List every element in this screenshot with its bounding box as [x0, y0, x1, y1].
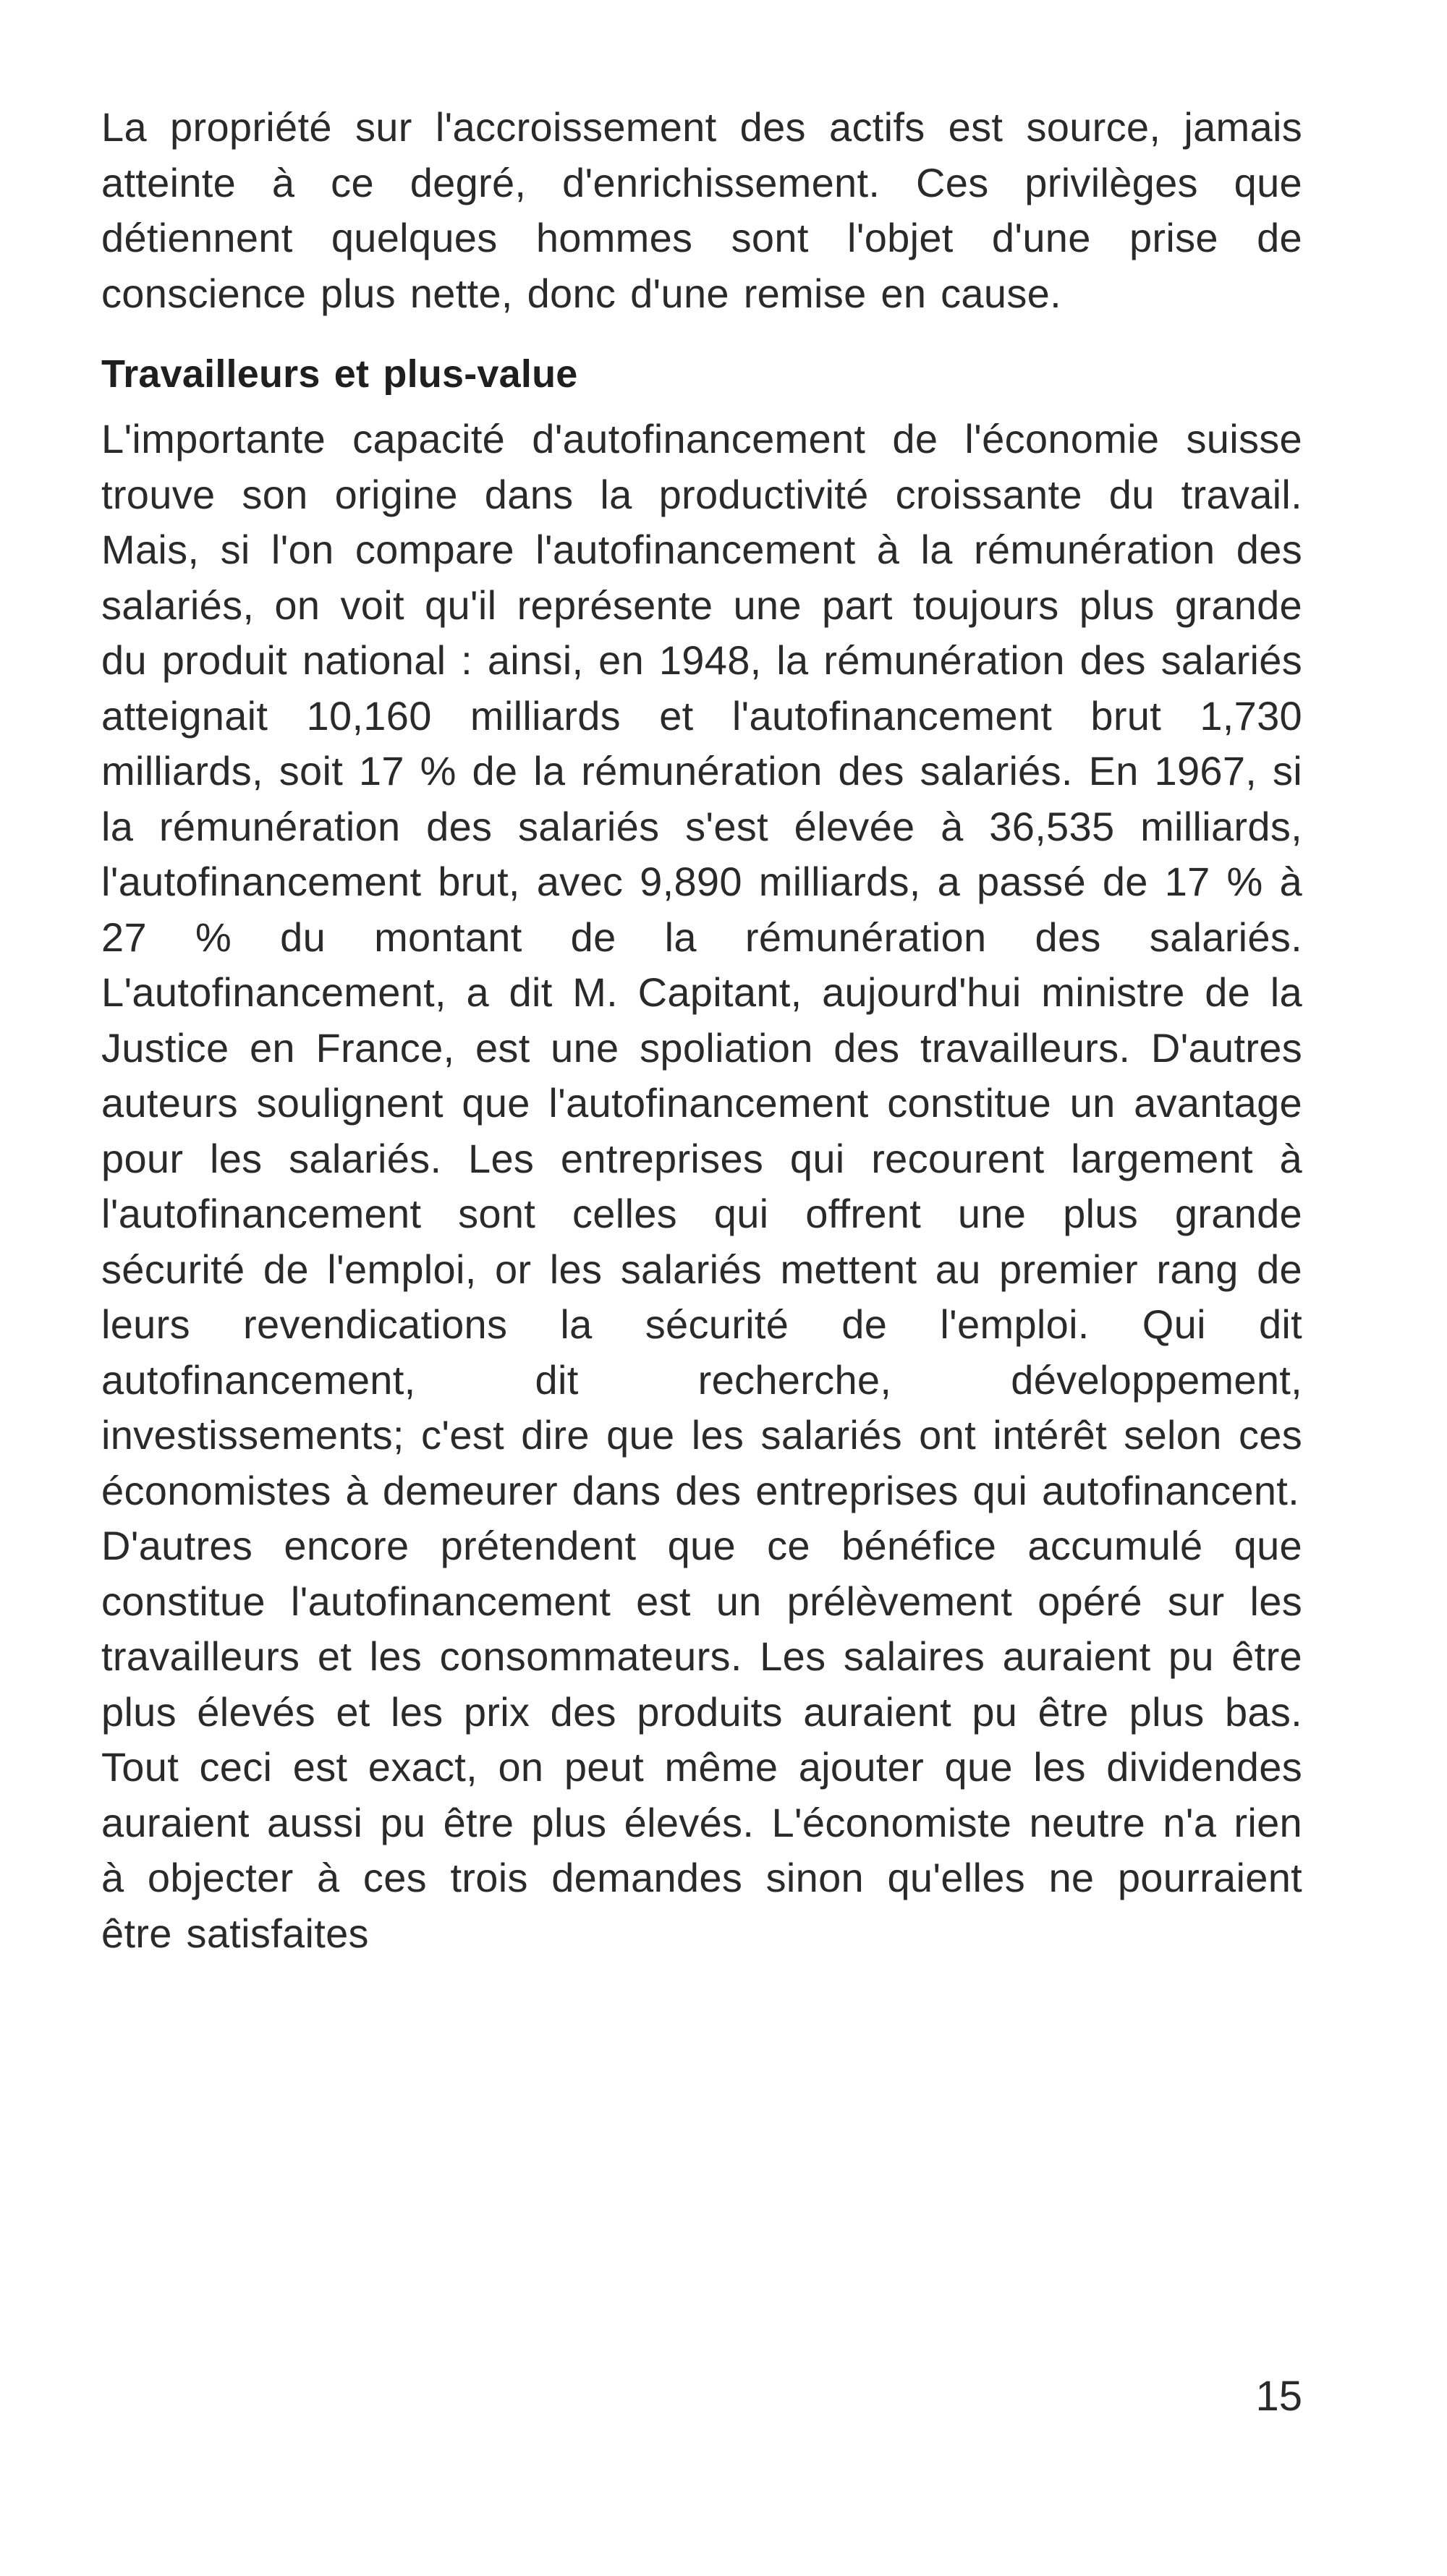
body-paragraph-2: D'autres encore prétendent que ce bénéfice accumulé que constitue l'autofinancement est un prélèvement opéré sur les travailleurs et les consommateurs. Les salaires auraient pu être plus élevés et les prix des produits auraient pu être plus bas. Tout ceci est exact, on peut même ajouter que les dividendes auraient aussi pu être plus élevés. L'économiste neutre n'a rien à objecter à ces trois demandes sinon qu'elles ne pourraient être satisfaites [101, 1523, 1302, 1956]
intro-paragraph: La propriété sur l'accroissement des actifs est source, jamais atteinte à ce degré, d'enrichissement. Ces privilèges que détiennent quelques hommes sont l'objet d'une prise de conscience plus nette, donc d'une remise en cause. [101, 104, 1302, 316]
text-column [101, 100, 1302, 1961]
section-heading: Travailleurs et plus-value [101, 352, 578, 396]
page-number: 15 [1255, 2373, 1302, 2420]
body-paragraph-1: L'importante capacité d'autofinancement de l'économie suisse trouve son origine dans la productivité croissante du travail. Mais, si l'on compare l'autofinancement à la rémunération des salariés, on voit qu'il représente une part toujours plus grande du produit national : ainsi, en 1948, la rémunération des salariés atteignait 10,160 milliards et l'autofinancement brut 1,730 milliards, soit 17 % de la rémunération des salariés. En 1967, si la rémunération des salariés s'est élevée à 36,535 milliards, l'autofinancement brut, avec 9,890 milliards, a passé de 17 % à 27 % du montant de la rémunération des salariés. L'autofinancement, a dit M. Capitant, aujourd'hui ministre de la Justice en France, est une spoliation des travailleurs. D'autres auteurs soulignent que l'autofinancement constitue un avantage pour les salariés. Les entreprises qui recourent largement à l'autofinancement sont celles qui offrent une plus grande sécurité de l'emploi, or les salariés mettent au premier rang de leurs revendications la sécurité de l'emploi. Qui dit autofinancement, dit recherche, développement, investissements; c'est dire que les salariés ont intérêt selon ces économistes à demeurer dans des entreprises qui autofinancent. [101, 416, 1302, 1513]
